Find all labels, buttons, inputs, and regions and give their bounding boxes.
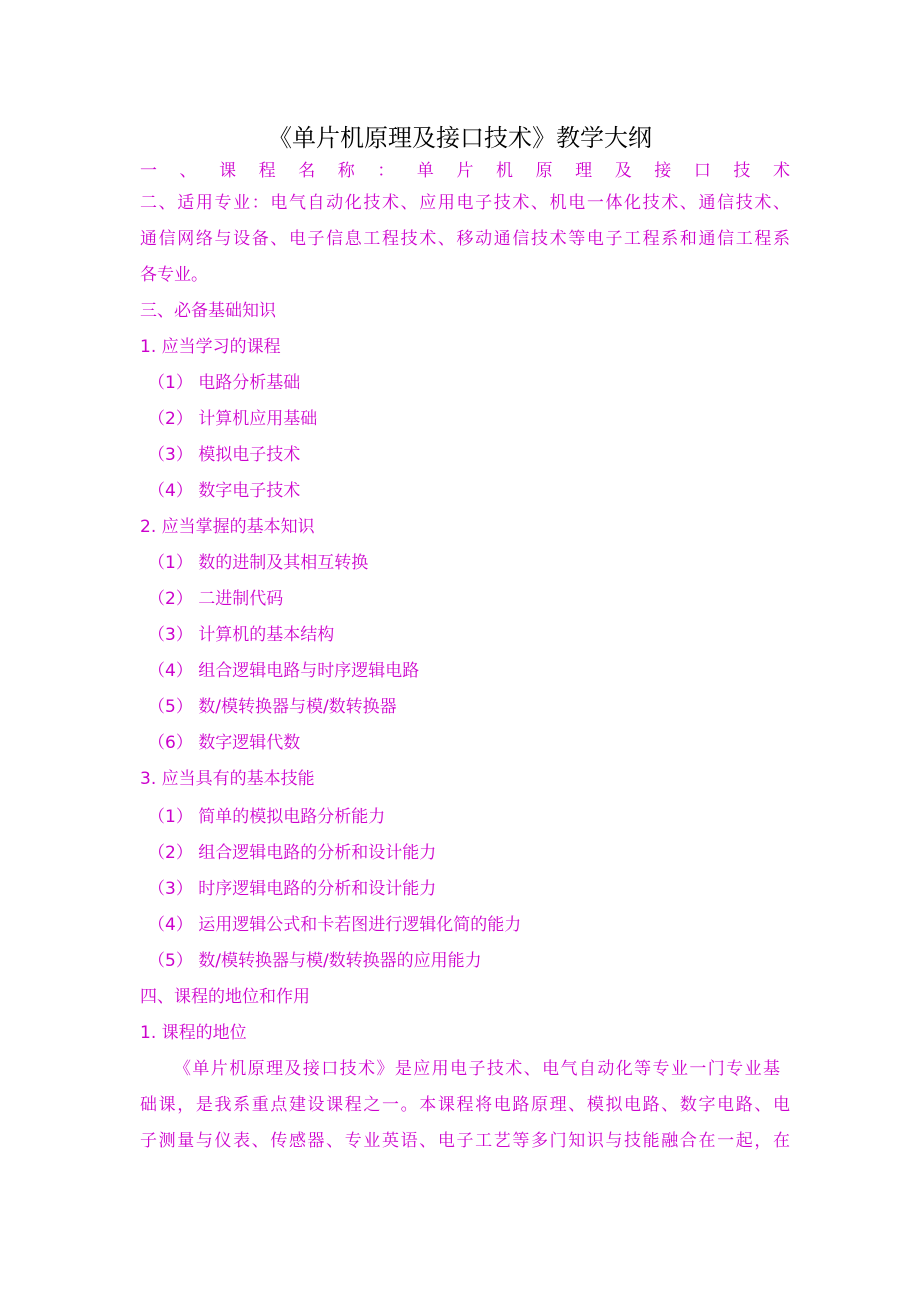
list-item: （2） 计算机应用基础	[148, 409, 318, 429]
list-item: （6） 数字逻辑代数	[148, 733, 301, 753]
list-item: （4） 运用逻辑公式和卡若图进行逻辑化简的能力	[148, 915, 522, 935]
list-item: （3） 时序逻辑电路的分析和设计能力	[148, 879, 437, 899]
line-majors-3: 各专业。	[140, 265, 208, 285]
list-item: （1） 简单的模拟电路分析能力	[148, 807, 386, 827]
list-item: （1） 数的进制及其相互转换	[148, 553, 369, 573]
subheading-1: 1. 应当学习的课程	[140, 337, 281, 357]
list-item: （1） 电路分析基础	[148, 373, 301, 393]
section-heading-4: 四、课程的地位和作用	[140, 987, 310, 1007]
list-item: （4） 数字电子技术	[148, 481, 301, 501]
line-majors-2: 通信网络与设备、电子信息工程技术、移动通信技术等电子工程系和通信工程系	[140, 229, 790, 249]
list-item: （5） 数/模转换器与模/数转换器的应用能力	[148, 951, 482, 971]
line-course-name: 一、课程名称：单片机原理及接口技术	[140, 161, 790, 181]
list-item: （4） 组合逻辑电路与时序逻辑电路	[148, 661, 420, 681]
subheading-course-position: 1. 课程的地位	[140, 1023, 247, 1043]
subheading-2: 2. 应当掌握的基本知识	[140, 517, 315, 537]
list-item: （2） 组合逻辑电路的分析和设计能力	[148, 843, 437, 863]
list-item: （3） 计算机的基本结构	[148, 625, 335, 645]
section-heading-3: 三、必备基础知识	[140, 301, 276, 321]
list-item: （5） 数/模转换器与模/数转换器	[148, 697, 397, 717]
document-title: 《单片机原理及接口技术》教学大纲	[268, 124, 652, 152]
list-item: （3） 模拟电子技术	[148, 445, 301, 465]
line-majors-1: 二、适用专业：电气自动化技术、应用电子技术、机电一体化技术、通信技术、	[140, 193, 790, 213]
paragraph-line-1: 《单片机原理及接口技术》是应用电子技术、电气自动化等专业一门专业基	[174, 1059, 780, 1079]
subheading-3: 3. 应当具有的基本技能	[140, 769, 315, 789]
list-item: （2） 二进制代码	[148, 589, 284, 609]
paragraph-line-2: 础课，是我系重点建设课程之一。本课程将电路原理、模拟电路、数字电路、电	[140, 1095, 790, 1115]
paragraph-line-3: 子测量与仪表、传感器、专业英语、电子工艺等多门知识与技能融合在一起，在	[140, 1131, 790, 1151]
